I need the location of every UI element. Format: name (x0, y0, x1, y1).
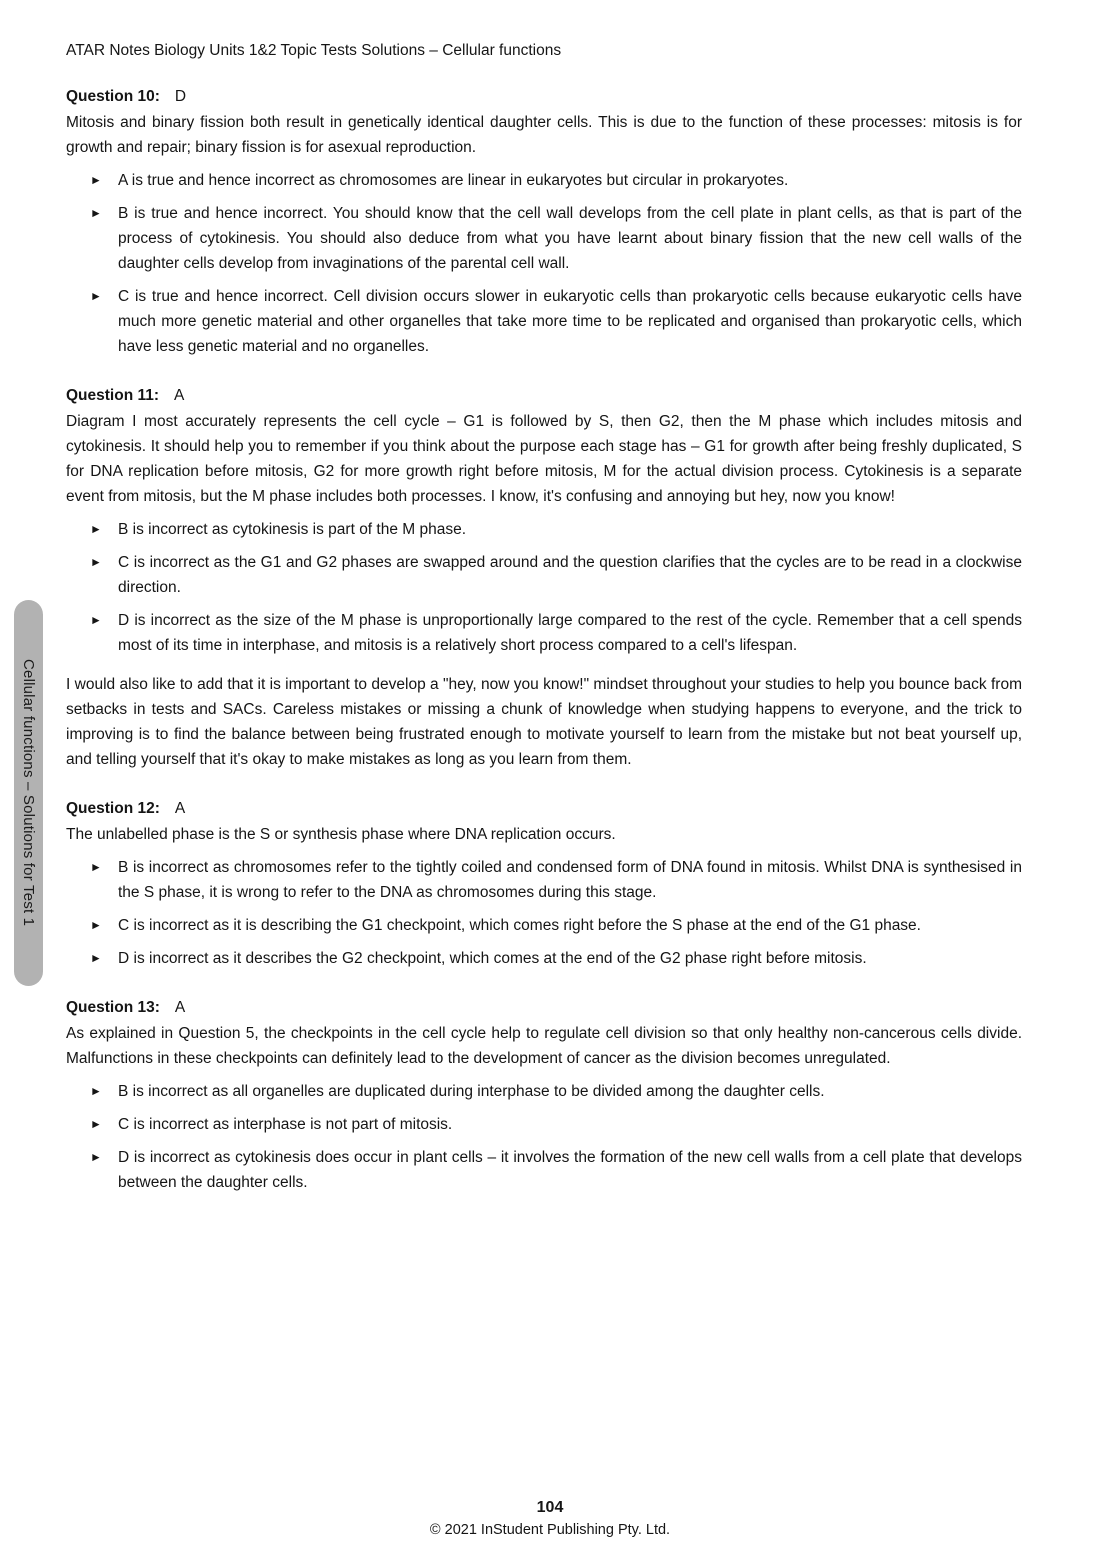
bullet-text: C is incorrect as it is describing the G1 checkpoint, which comes right before the S phase at the end of the G1 phase. (118, 917, 921, 934)
question-11-bullets (66, 517, 1022, 658)
bullet-arrow-icon: ► (90, 860, 102, 874)
bullet-text: B is incorrect as cytokinesis is part of the M phase. (118, 521, 467, 538)
bullet-item (66, 550, 1022, 600)
question-10-answer: D (174, 88, 187, 105)
question-13-heading (66, 999, 1022, 1017)
question-13-answer: A (174, 999, 186, 1016)
bullet-item (66, 855, 1022, 905)
bullet-text: D is incorrect as the size of the M phase is unproportionally large compared to the rest of the cycle. Remember that a cell spends most of its time in interphase, and mitosis is a relatively short process compared to a cell's lifespan. (118, 612, 1022, 654)
bullet-arrow-icon: ► (90, 289, 102, 303)
bullet-arrow-icon: ► (90, 1084, 102, 1098)
sidebar-tab-label: Cellular functions – Solutions for Test 1 (20, 659, 37, 927)
bullet-item (66, 201, 1022, 276)
question-11-answer: A (174, 387, 185, 404)
document-header: ATAR Notes Biology Units 1&2 Topic Tests Solutions – Cellular functions (66, 42, 562, 59)
bullet-text: C is incorrect as interphase is not part of mitosis. (118, 1116, 453, 1133)
bullet-text: A is true and hence incorrect as chromosomes are linear in eukaryotes but circular in prokaryotes. (118, 172, 789, 189)
bullet-item (66, 913, 1022, 938)
bullet-item (66, 517, 1022, 542)
page-footer (0, 1498, 1100, 1540)
question-11-section (66, 387, 1022, 772)
copyright-notice: © 2021 InStudent Publishing Pty. Ltd. (429, 1522, 671, 1538)
bullet-item (66, 1145, 1022, 1195)
bullet-item (66, 284, 1022, 359)
bullet-text: C is incorrect as the G1 and G2 phases are swapped around and the question clarifies that the cycles are to be read in a clockwise direction. (118, 554, 1022, 596)
bullet-arrow-icon: ► (90, 555, 102, 569)
question-10-bullets (66, 168, 1022, 359)
bullet-arrow-icon: ► (90, 613, 102, 627)
bullet-arrow-icon: ► (90, 206, 102, 220)
bullet-text: D is incorrect as cytokinesis does occur in plant cells – it involves the formation of the new cell walls from a cell plate that develops between the daughter cells. (118, 1149, 1022, 1191)
question-11-label: Question 11: (66, 387, 160, 404)
bullet-item (66, 608, 1022, 658)
bullet-text: B is incorrect as chromosomes refer to the tightly coiled and condensed form of DNA found in mitosis. Whilst DNA is synthesised in the S phase, it is wrong to refer to the DNA as chromosomes during this stage. (118, 859, 1022, 901)
question-12-answer: A (174, 800, 186, 817)
sidebar-tab-cellular-functions (14, 600, 43, 986)
question-11-outro: I would also like to add that it is important to develop a "hey, now you know!" mindset throughout your studies to help you bounce back from setbacks in tests and SACs. Careless mistakes or missing a chunk of knowledge when studying happens to everyone, and the trick to improving is to find the balance between being frustrated enough to motivate yourself to learn from the mistake but not beat yourself up, and telling yourself that it's okay to make mistakes as long as you learn from them. (66, 676, 1022, 768)
question-10-heading (66, 88, 1022, 106)
bullet-item (66, 168, 1022, 193)
bullet-arrow-icon: ► (90, 1150, 102, 1164)
question-10-intro: Mitosis and binary fission both result in genetically identical daughter cells. This is due to the function of these processes: mitosis is for growth and repair; binary fission is for asexual reproduction. (66, 114, 1022, 156)
bullet-item (66, 946, 1022, 971)
question-12-bullets (66, 855, 1022, 971)
question-13-section (66, 999, 1022, 1195)
bullet-arrow-icon: ► (90, 522, 102, 536)
bullet-item (66, 1079, 1022, 1104)
question-12-section (66, 800, 1022, 971)
bullet-arrow-icon: ► (90, 918, 102, 932)
question-12-label: Question 12: (66, 800, 160, 817)
bullet-arrow-icon: ► (90, 173, 102, 187)
page-content (66, 42, 1022, 1195)
bullet-text: C is true and hence incorrect. Cell division occurs slower in eukaryotic cells than prokaryotic cells because eukaryotic cells have much more genetic material and other organelles that take more time to be replicated and organised than prokaryotic cells, which have less genetic material and no organelles. (118, 288, 1022, 355)
question-12-heading (66, 800, 1022, 818)
question-11-heading (66, 387, 1022, 405)
bullet-text: D is incorrect as it describes the G2 checkpoint, which comes at the end of the G2 phase right before mitosis. (118, 950, 867, 967)
question-10-section (66, 88, 1022, 359)
bullet-text: B is true and hence incorrect. You should know that the cell wall develops from the cell plate in plant cells, as that is part of the process of cytokinesis. You should also deduce from what you have learnt about binary fission that the new cell walls of the daughter cells develop from invaginations of the parental cell wall. (118, 205, 1022, 272)
question-12-intro: The unlabelled phase is the S or synthesis phase where DNA replication occurs. (66, 826, 616, 843)
question-13-bullets (66, 1079, 1022, 1195)
question-11-intro: Diagram I most accurately represents the cell cycle – G1 is followed by S, then G2, then the M phase which includes mitosis and cytokinesis. It should help you to remember if you think about the purpose each stage has – G1 for growth after being freshly duplicated, S for DNA replication before mitosis, G2 for more growth right before mitosis, M for the actual division process. Cytokinesis is a separate event from mitosis, but the M phase includes both processes. I know, it's confusing and annoying but hey, now you know! (66, 413, 1022, 505)
question-13-intro: As explained in Question 5, the checkpoints in the cell cycle help to regulate cell division so that only healthy non-cancerous cells divide. Malfunctions in these checkpoints can definitely lead to the development of cancer as the division becomes unregulated. (66, 1025, 1022, 1067)
bullet-arrow-icon: ► (90, 1117, 102, 1131)
page-number: 104 (536, 1499, 564, 1516)
question-13-label: Question 13: (66, 999, 160, 1016)
bullet-item (66, 1112, 1022, 1137)
bullet-arrow-icon: ► (90, 951, 102, 965)
bullet-text: B is incorrect as all organelles are duplicated during interphase to be divided among the daughter cells. (118, 1083, 825, 1100)
question-10-label: Question 10: (66, 88, 160, 105)
